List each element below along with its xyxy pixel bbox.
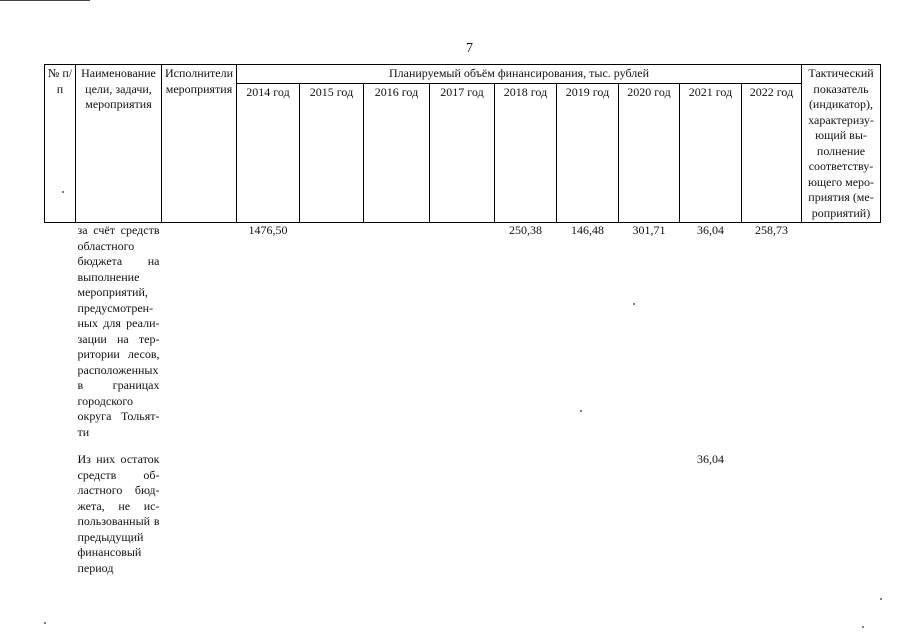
header-year: 2022 год — [742, 83, 802, 223]
row-value — [557, 452, 619, 576]
scan-speck — [62, 191, 64, 193]
scan-speck — [862, 626, 864, 628]
header-year: 2015 год — [300, 83, 364, 223]
row-value: 1476,50 — [248, 223, 288, 237]
header-year: 2014 год — [237, 83, 300, 223]
row-value — [237, 452, 300, 576]
header-year: 2016 год — [364, 83, 430, 223]
header-name: Наименование цели, задачи, мероприятия — [76, 65, 162, 223]
row-name: за счёт средств областного бюджета на выполнение мероприятий, предусмотренных для реализации на территории лесов, расположенных в границах городского округа Тольятти — [77, 223, 160, 439]
row-value — [495, 452, 557, 576]
row-value — [364, 223, 430, 441]
row-executors — [162, 452, 237, 576]
scan-speck — [580, 410, 582, 412]
header-year: 2017 год — [430, 83, 495, 223]
table-row — [45, 223, 881, 441]
header-planned-financing: Планируемый объём финансирования, тыс. рублей — [237, 65, 802, 84]
scan-edge-mark — [0, 0, 90, 9]
row-spacer — [45, 440, 881, 452]
header-year: 2020 год — [619, 83, 680, 223]
row-name: Из них остаток средств областного бюджета, не использованный в предыдущий финансовый период — [77, 452, 160, 575]
row-value — [619, 452, 680, 576]
header-executors: Исполнители мероприятия — [162, 65, 237, 223]
row-indicator — [802, 223, 881, 441]
row-value: 146,48 — [571, 223, 604, 237]
header-indicator: Тактический показатель (индикатор), характеризующий выполнение соответствующего мероприятия (мероприятий) — [802, 65, 881, 223]
row-indicator — [802, 452, 881, 576]
table-row — [45, 452, 881, 576]
header-year: 2021 год — [680, 83, 742, 223]
page-number: 7 — [466, 41, 473, 56]
scan-speck — [880, 598, 882, 600]
row-value — [430, 452, 495, 576]
row-value — [300, 452, 364, 576]
row-value: 301,71 — [632, 223, 666, 237]
row-value: 258,73 — [755, 223, 788, 237]
row-value: 36,04 — [697, 223, 724, 237]
table-header — [45, 65, 881, 223]
row-value — [742, 452, 802, 576]
row-value — [430, 223, 495, 441]
row-executors — [162, 223, 237, 441]
row-value — [300, 223, 364, 441]
financing-table — [44, 64, 881, 576]
row-value: 250,38 — [509, 223, 542, 237]
scan-speck — [633, 303, 635, 305]
header-number: № п/п — [45, 65, 76, 223]
header-year: 2018 год — [495, 83, 557, 223]
scan-speck — [44, 622, 46, 624]
header-year: 2019 год — [557, 83, 619, 223]
row-value — [364, 452, 430, 576]
row-value: 36,04 — [697, 452, 724, 466]
